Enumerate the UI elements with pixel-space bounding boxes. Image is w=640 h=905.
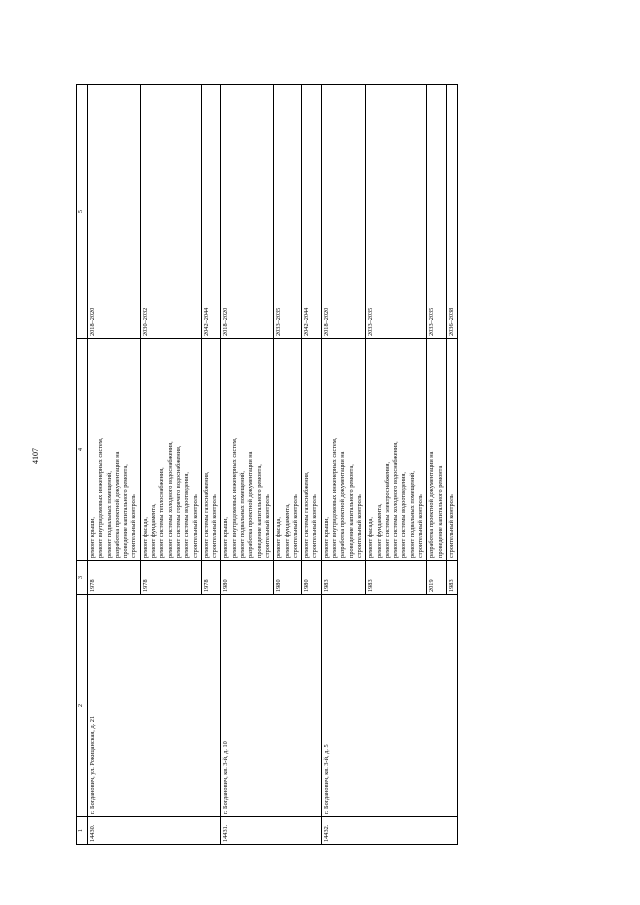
commission-year: 1980 bbox=[302, 561, 322, 595]
repair-period: 2033–2035 bbox=[427, 85, 447, 339]
object-number: 14430. bbox=[88, 817, 221, 845]
table-body bbox=[88, 85, 458, 845]
work-item: ремонт внутридомовых инженерных систем, bbox=[230, 437, 238, 558]
work-item: проведение капитального ремонта, bbox=[122, 464, 130, 558]
repair-period: 2033–2035 bbox=[274, 85, 302, 339]
work-item: проведение капитального ремонта bbox=[436, 465, 444, 558]
object-address: г. Богданович, ул. Рокицанская, д. 21 bbox=[88, 595, 221, 817]
work-item: ремонт системы газоснабжения, bbox=[202, 471, 210, 558]
work-item: строительный контроль bbox=[130, 494, 138, 558]
work-item: ремонт подвальных помещений, bbox=[408, 471, 416, 558]
work-item: разработка проектной документации на bbox=[339, 451, 347, 558]
work-item: ремонт системы горячего водоснабжения, bbox=[174, 445, 182, 558]
work-item: ремонт подвальных помещений, bbox=[105, 471, 113, 558]
work-item: ремонт фундамента, bbox=[375, 503, 383, 558]
page-number: 4107 bbox=[31, 448, 40, 464]
repair-period: 2036–2038 bbox=[446, 85, 457, 339]
work-item: ремонт фасада, bbox=[141, 517, 149, 558]
commission-year: 1978 bbox=[140, 561, 201, 595]
work-item: ремонт фасада, bbox=[275, 517, 283, 558]
commission-year: 1983 bbox=[321, 561, 365, 595]
work-item: проведение капитального ремонта, bbox=[347, 464, 355, 558]
repair-schedule-table bbox=[76, 84, 458, 845]
commission-year: 1980 bbox=[221, 561, 274, 595]
commission-year: 1978 bbox=[201, 561, 221, 595]
work-item: разработка проектной документации на bbox=[247, 451, 255, 558]
header-cell: 5 bbox=[77, 85, 88, 339]
work-item: строительный контроль bbox=[311, 494, 319, 558]
works-list bbox=[201, 339, 221, 561]
work-item: ремонт системы водоотведения, bbox=[400, 472, 408, 558]
repair-period: 2042–2044 bbox=[201, 85, 221, 339]
repair-period: 2030–2032 bbox=[140, 85, 201, 339]
work-item: ремонт внутридомовых инженерных систем, bbox=[97, 437, 105, 558]
header-row bbox=[77, 85, 88, 845]
object-address: г. Богданович, кв. 3-й, д. 10 bbox=[221, 595, 321, 817]
works-list bbox=[302, 339, 322, 561]
work-item: строительный контроль bbox=[211, 494, 219, 558]
work-item: ремонт системы холодного водоснабжения, bbox=[166, 441, 174, 558]
work-item: ремонт фасада, bbox=[367, 517, 375, 558]
table-row bbox=[221, 85, 274, 845]
works-list bbox=[427, 339, 447, 561]
header-cell: 2 bbox=[77, 595, 88, 817]
commission-year: 1978 bbox=[88, 561, 141, 595]
work-item: строительный контроль bbox=[355, 494, 363, 558]
works-list bbox=[274, 339, 302, 561]
work-item: разработка проектной документации на bbox=[113, 451, 121, 558]
works-list bbox=[366, 339, 427, 561]
commission-year: 1983 bbox=[366, 561, 427, 595]
work-item: проведение капитального ремонта, bbox=[255, 464, 263, 558]
work-item: разработка проектной документации на bbox=[428, 451, 436, 558]
repair-period: 2018–2020 bbox=[88, 85, 141, 339]
works-list bbox=[88, 339, 141, 561]
repair-period: 2033–2035 bbox=[366, 85, 427, 339]
work-item: строительный контроль bbox=[291, 494, 299, 558]
repair-period: 2018–2020 bbox=[321, 85, 365, 339]
work-item: ремонт крыши, bbox=[89, 516, 96, 558]
table-wrapper bbox=[76, 85, 596, 845]
work-item: ремонт крыши, bbox=[222, 516, 230, 558]
work-item: строительный контроль bbox=[416, 494, 424, 558]
object-address: г. Богданович, кв. 3-й, д. 5 bbox=[321, 595, 457, 817]
header-cell: 4 bbox=[77, 339, 88, 561]
works-list bbox=[321, 339, 365, 561]
works-list bbox=[446, 339, 457, 561]
work-item: ремонт системы холодного водоснабжения, bbox=[392, 441, 400, 558]
repair-period: 2042–2044 bbox=[302, 85, 322, 339]
object-number: 14432. bbox=[321, 817, 457, 845]
work-item: ремонт системы электроснабжения, bbox=[383, 461, 391, 558]
header-cell: 1 bbox=[77, 817, 88, 845]
work-item: ремонт крыши, bbox=[322, 516, 330, 558]
work-item: ремонт фундамента, bbox=[283, 503, 291, 558]
work-item: ремонт системы газоснабжения, bbox=[303, 471, 311, 558]
header-cell: 3 bbox=[77, 561, 88, 595]
table-row bbox=[88, 85, 141, 845]
work-item: строительный контроль bbox=[447, 494, 455, 558]
repair-period: 2018–2020 bbox=[221, 85, 274, 339]
commission-year: 1980 bbox=[274, 561, 302, 595]
object-number: 14431. bbox=[221, 817, 321, 845]
commission-year: 2019 bbox=[427, 561, 447, 595]
table-row bbox=[321, 85, 365, 845]
work-item: ремонт внутридомовых инженерных систем, bbox=[331, 437, 339, 558]
rotated-table-area bbox=[76, 85, 596, 845]
commission-year: 1983 bbox=[446, 561, 457, 595]
work-item: ремонт фундамента, bbox=[150, 503, 158, 558]
work-item: ремонт системы водоотведения, bbox=[183, 472, 191, 558]
work-item: ремонт системы теплоснабжения, bbox=[158, 467, 166, 558]
work-item: строительный контроль bbox=[191, 494, 199, 558]
work-item: ремонт подвальных помещений, bbox=[239, 471, 247, 558]
work-item: строительный контроль bbox=[263, 494, 271, 558]
works-list bbox=[140, 339, 201, 561]
works-list bbox=[221, 339, 274, 561]
